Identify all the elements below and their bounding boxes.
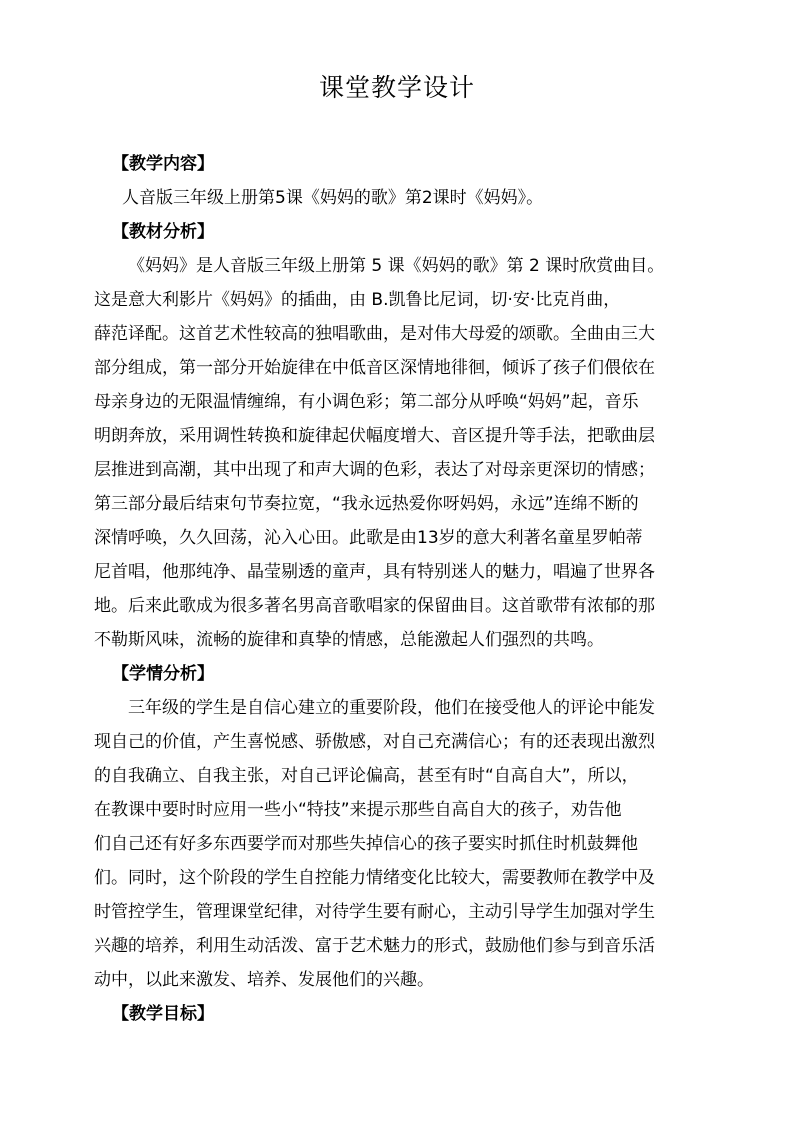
text-line: 不勒斯风味，流畅的旋律和真挚的情感，总能激起人们强烈的共鸣。 — [94, 630, 604, 650]
section-heading-material-analysis: 【教材分析】 — [112, 222, 214, 242]
text-line: 尼首唱，他那纯净、晶莹剔透的童声，具有特别迷人的魅力，唱遍了世界各 — [94, 562, 655, 582]
text-line: 动中，以此来激发、培养、发展他们的兴趣。 — [94, 970, 434, 990]
document-title: 课堂教学设计 — [318, 73, 475, 102]
text-line: 深情呼唤，久久回荡，沁入心田。此歌是由13岁的意大利著名童星罗帕蒂 — [94, 528, 643, 548]
text-line: 层推进到高潮，其中出现了和声大调的色彩，表达了对母亲更深切的情感； — [94, 460, 655, 480]
section-heading-teaching-content: 【教学内容】 — [112, 154, 214, 174]
text-line: 们自己还有好多东西要学而对那些失掉信心的孩子要实时抓住时机鼓舞他 — [94, 834, 638, 854]
section-heading-student-analysis: 【学情分析】 — [112, 664, 214, 684]
text-line: 的自我确立、自我主张，对自己评论偏高，甚至有时“自高自大”，所以， — [94, 766, 639, 786]
text-line: 部分组成，第一部分开始旋律在中低音区深情地徘徊，倾诉了孩子们偎依在 — [94, 358, 655, 378]
paragraph-student-analysis — [94, 691, 714, 997]
text-line: 人音版三年级上册第5课《妈妈的歌》第2课时《妈妈》。 — [122, 188, 544, 208]
text-line: 这是意大利影片《妈妈》的插曲，由 B.凯鲁比尼词，切·安·比克肖曲， — [94, 290, 621, 310]
text-line: 时管控学生，管理课堂纪律，对待学生要有耐心，主动引导学生加强对学生 — [94, 902, 655, 922]
text-line: 母亲身边的无限温情缠绵，有小调色彩；第二部分从呼唤“妈妈”起，音乐 — [94, 392, 639, 412]
section-heading-teaching-objectives: 【教学目标】 — [112, 1004, 214, 1024]
text-line: 现自己的价值，产生喜悦感、骄傲感，对自己充满信心；有的还表现出激烈 — [94, 732, 655, 752]
text-line: 们。同时，这个阶段的学生自控能力情绪变化比较大，需要教师在教学中及 — [94, 868, 655, 888]
paragraph-material-analysis — [94, 249, 714, 657]
text-line: 地。后来此歌成为很多著名男高音歌唱家的保留曲目。这首歌带有浓郁的那 — [94, 596, 655, 616]
text-line: 三年级的学生是自信心建立的重要阶段，他们在接受他人的评论中能发 — [128, 698, 655, 718]
paragraph-teaching-content — [94, 181, 714, 215]
document-body — [94, 147, 714, 1031]
text-line: 第三部分最后结束句节奏拉宽，“我永远热爱你呀妈妈，永远”连绵不断的 — [94, 494, 639, 514]
text-line: 薛范译配。这首艺术性较高的独唱歌曲，是对伟大母爱的颂歌。全曲由三大 — [94, 324, 655, 344]
text-line: 明朗奔放，采用调性转换和旋律起伏幅度增大、音区提升等手法，把歌曲层 — [94, 426, 655, 446]
text-line: 兴趣的培养，利用生动活泼、富于艺术魅力的形式，鼓励他们参与到音乐活 — [94, 936, 655, 956]
text-line: 在教课中要时时应用一些小“特技”来提示那些自高自大的孩子，劝告他 — [94, 800, 622, 820]
text-line: 《妈妈》是人音版三年级上册第 5 课《妈妈的歌》第 2 课时欣赏曲目。 — [128, 256, 665, 276]
